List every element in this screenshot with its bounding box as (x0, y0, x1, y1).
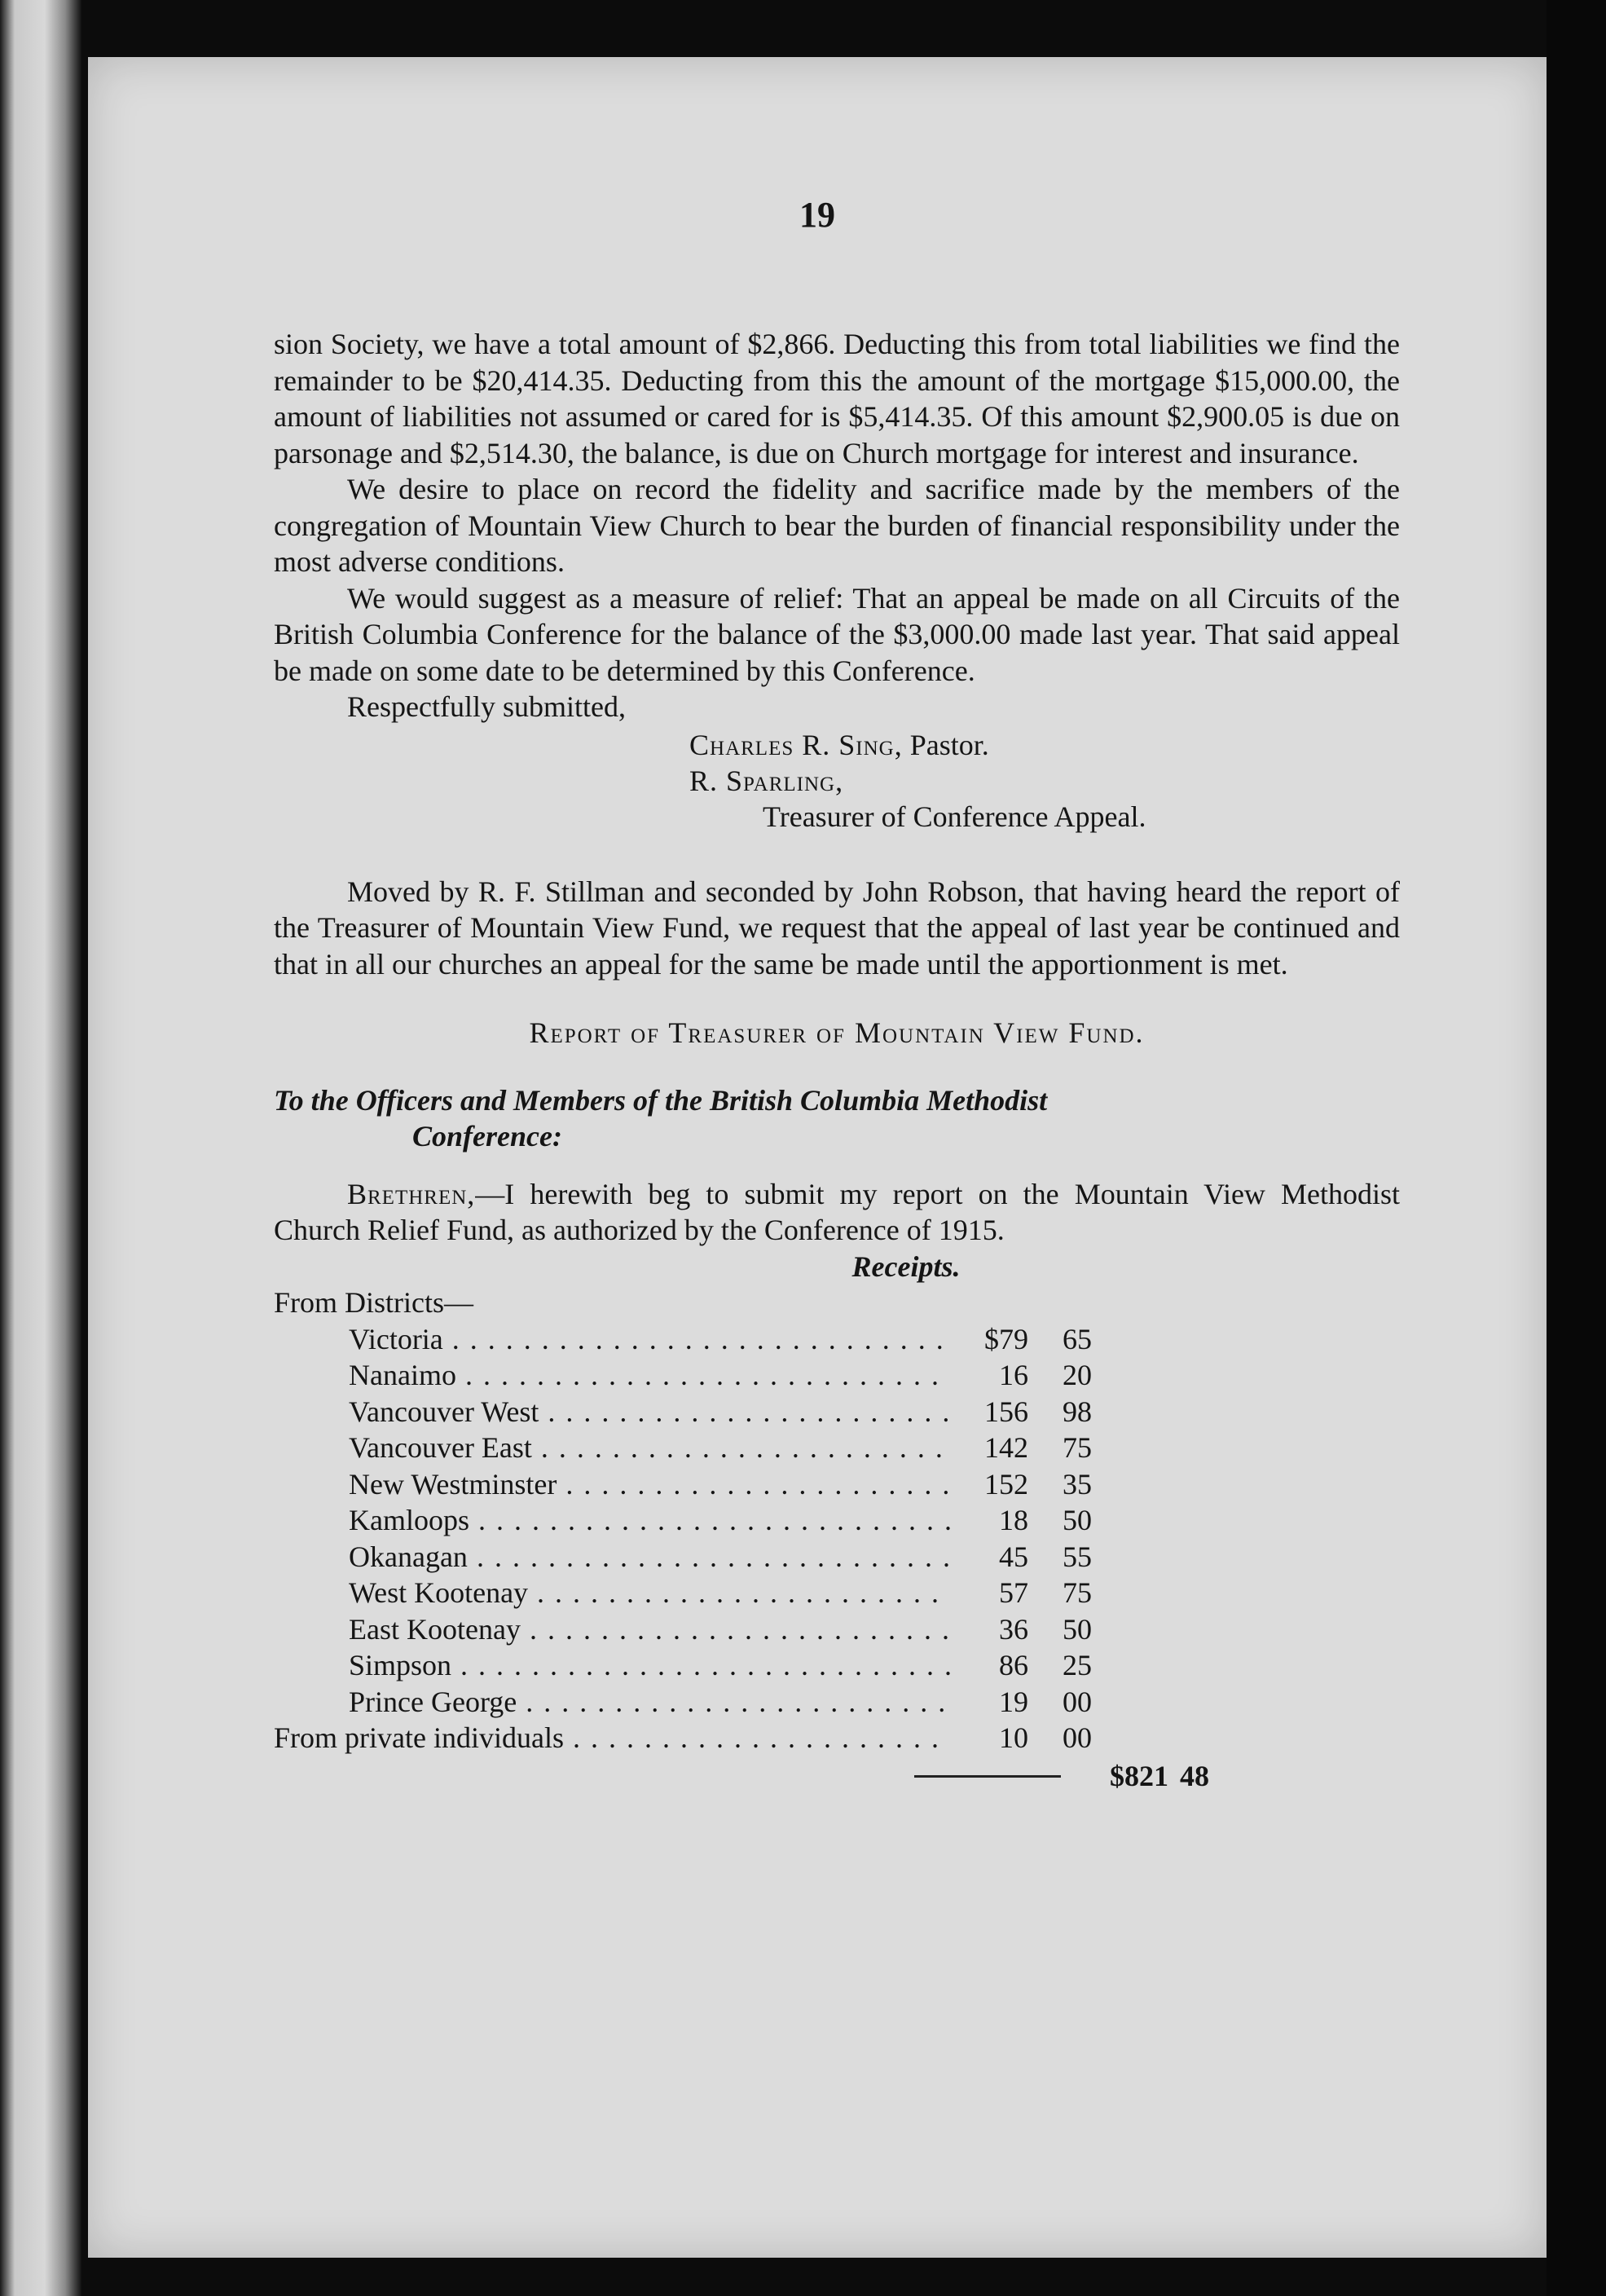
district-cents: 65 (1063, 1322, 1092, 1355)
paragraph-motion: Moved by R. F. Stillman and seconded by John Robson, that having heard the report of the Treasurer of Mountain View Fund, we request that the appeal of last year be continued and that in all our churches an appeal for the same be made until the apportionment is met. (274, 875, 1400, 981)
district-name: Victoria . . . (274, 1321, 950, 1358)
district-dollars: 45 (999, 1540, 1028, 1573)
address (274, 1082, 1400, 1155)
district-name: Vancouver East . . . (274, 1430, 950, 1466)
total-dollars: $821 (1110, 1760, 1168, 1793)
brethren-salutation: Brethren, (347, 1177, 476, 1210)
district-cents: 55 (1063, 1540, 1092, 1573)
ledger-total-row (274, 1756, 1400, 1797)
district-name: East Kootenay . . . (274, 1611, 950, 1648)
district-name: Simpson . . . (274, 1647, 950, 1684)
district-dollars: 16 (999, 1359, 1028, 1391)
district-dollars: 152 (984, 1467, 1028, 1501)
signature-block (274, 727, 1400, 836)
district-dollars: 86 (999, 1649, 1028, 1681)
book-page (88, 57, 1547, 2258)
left-page-edge (0, 0, 81, 2296)
paragraph-brethren (274, 1176, 1400, 1249)
district-cents: 75 (1063, 1576, 1092, 1609)
page-content (274, 326, 1400, 1797)
ledger-row (274, 1647, 1400, 1684)
page-number: 19 (799, 195, 835, 235)
district-cents: 98 (1063, 1395, 1092, 1428)
district-cents: 25 (1063, 1649, 1092, 1681)
district-name: Okanagan . . . (274, 1539, 950, 1575)
ledger-row (274, 1430, 1400, 1466)
receipts-heading: Receipts. (851, 1249, 961, 1283)
district-cents: 20 (1063, 1359, 1092, 1391)
ledger-label: From private individuals . . . (274, 1720, 950, 1756)
ledger-row (274, 1684, 1400, 1721)
district-cents: 50 (1063, 1504, 1092, 1536)
ledger-row-private (274, 1720, 1400, 1756)
paragraph-fidelity: We desire to place on record the fidelity and sacrifice made by the members of the congregation of Mountain View Church to bear the burden of financial responsibility under the most adverse conditions. (274, 473, 1400, 578)
ledger-row (274, 1539, 1400, 1575)
district-cents: 75 (1063, 1431, 1092, 1464)
district-dollars: 57 (999, 1576, 1028, 1609)
signatory-name-pastor: Charles R. Sing, (689, 728, 903, 761)
district-dollars: 142 (984, 1431, 1028, 1464)
total-rule (914, 1775, 1061, 1778)
district-name: Prince George . . . (274, 1684, 950, 1721)
district-dollars: 19 (999, 1685, 1028, 1718)
ledger-row (274, 1357, 1400, 1394)
total-cents: 48 (1180, 1760, 1209, 1793)
district-name: West Kootenay . . . (274, 1575, 950, 1611)
district-name: Nanaimo . . . (274, 1357, 950, 1394)
district-cents: 35 (1063, 1467, 1092, 1501)
district-cents: 00 (1063, 1685, 1092, 1718)
district-name: New Westminster . . . (274, 1466, 950, 1503)
ledger-row (274, 1611, 1400, 1648)
signatory-name-treasurer: R. Sparling, (689, 764, 844, 797)
right-page-edge (1547, 0, 1606, 2296)
from-districts-label: From Districts— (274, 1286, 474, 1319)
district-name: Kamloops . . . (274, 1502, 950, 1539)
ledger-dollars: 10 (999, 1721, 1028, 1754)
district-dollars: 18 (999, 1504, 1028, 1536)
ledger-row (274, 1466, 1400, 1503)
district-dollars: $79 (984, 1322, 1028, 1355)
paragraph-liabilities: sion Society, we have a total amount of $2,866. Deducting this from total liabilities we find the remainder to be $20,414.35. Deducting from this the amount of the mortgage $15,000.00, the amount of liabilities not assumed or cared for is $5,414.35. Of this amount $2,900.05 is due on parsonage and $2,514.30, the balance, is due on Church mortgage for interest and insurance. (274, 328, 1400, 469)
receipts-ledger (274, 1285, 1400, 1797)
district-name: Vancouver West . . . (274, 1394, 950, 1430)
paragraph-closing: Respectfully submitted, (347, 690, 626, 723)
signatory-role-pastor: Pastor. (909, 728, 989, 761)
signatory-role-treasurer: Treasurer of Conference Appeal. (763, 800, 1146, 833)
brethren-text: —I herewith beg to submit my report on the Mountain View Methodist Church Relief Fund, as authorized by the Conference of 1915. (274, 1177, 1400, 1246)
ledger-row (274, 1321, 1400, 1358)
address-line-2: Conference: (412, 1120, 562, 1152)
ledger-row (274, 1575, 1400, 1611)
ledger-cents: 00 (1063, 1721, 1092, 1754)
district-cents: 50 (1063, 1612, 1092, 1646)
district-dollars: 156 (984, 1395, 1028, 1428)
ledger-row (274, 1394, 1400, 1430)
report-title: Report of Treasurer of Mountain View Fund. (529, 1016, 1145, 1049)
paragraph-suggestion: We would suggest as a measure of relief: That an appeal be made on all Circuits of the British Columbia Conference for the balance of the $3,000.00 made last year. That said appeal be made on some date to be determined by this Conference. (274, 581, 1400, 687)
ledger-row (274, 1502, 1400, 1539)
address-line-1: To the Officers and Members of the British Columbia Methodist (274, 1083, 1048, 1117)
district-dollars: 36 (999, 1612, 1028, 1646)
